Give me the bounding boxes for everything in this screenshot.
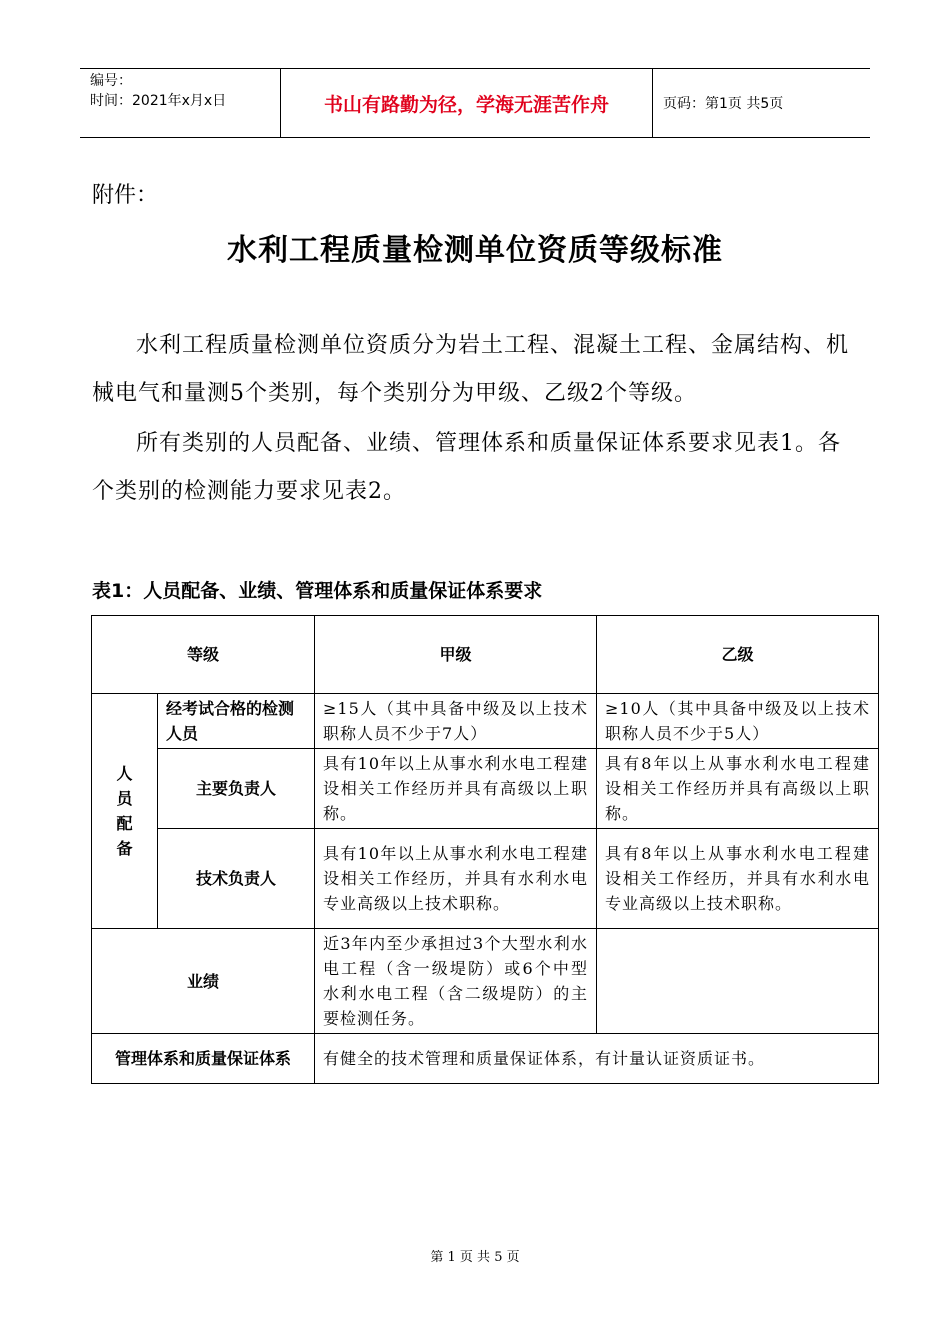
inspectors-grade-b: ≥10人（其中具备中级及以上技术职称人员不少于5人） [597,694,879,749]
inspectors-grade-a: ≥15人（其中具备中级及以上技术职称人员不少于7人） [315,694,597,749]
performance-grade-b [597,929,879,1034]
header-meta [80,69,281,137]
performance-grade-a: 近3年内至少承担过3个大型水利水电工程（含一级堤防）或6个中型水利水电工程（含二级堤防）的主要检测任务。 [315,929,597,1034]
document-title: 水利工程质量检测单位资质等级标准 [227,233,723,268]
document-header [80,68,870,138]
number-label: 编号： [90,73,132,89]
table-caption: 表1：人员配备、业绩、管理体系和质量保证体系要求 [92,580,543,602]
principal-grade-b: 具有8年以上从事水利水电工程建设相关工作经历并具有高级以上职称。 [597,749,879,829]
staffing-label-text: 人员配备 [116,764,133,858]
row-label-principal: 主要负责人 [158,749,315,829]
header-grade-b: 乙级 [597,616,879,694]
technical-grade-a: 具有10年以上从事水利水电工程建设相关工作经历，并具有水利水电专业高级以上技术职称。 [315,829,597,929]
header-grade: 等级 [92,616,315,694]
table-row [92,929,879,1034]
table-row [92,1034,879,1084]
technical-grade-b: 具有8年以上从事水利水电工程建设相关工作经历，并具有水利水电专业高级以上技术职称。 [597,829,879,929]
page-footer: 第 1 页 共 5 页 [430,1250,520,1265]
row-label-performance: 业绩 [92,929,315,1034]
table-row [92,694,879,749]
row-label-technical: 技术负责人 [158,829,315,929]
row-label-management: 管理体系和质量保证体系 [92,1034,315,1084]
principal-grade-a: 具有10年以上从事水利水电工程建设相关工作经历并具有高级以上职称。 [315,749,597,829]
header-page-info: 页码：第1页 共5页 [663,96,784,112]
table-row [92,829,879,929]
staffing-label [92,694,158,929]
reference-paragraph: 所有类别的人员配备、业绩、管理体系和质量保证体系要求见表1。各个类别的检测能力要求见表2。 [92,431,841,504]
row-label-inspectors: 经考试合格的检测人员 [158,694,315,749]
table-header-row [92,616,879,694]
table-row [92,749,879,829]
time-label: 时间：2021年x月x日 [90,93,227,109]
intro-paragraph: 水利工程质量检测单位资质分为岩土工程、混凝土工程、金属结构、机械电气和量测5个类别，每个类别分为甲级、乙级2个等级。 [92,333,850,406]
header-grade-a: 甲级 [315,616,597,694]
requirements-table [91,615,879,1084]
header-motto: 书山有路勤为径，学海无涯苦作舟 [281,69,653,137]
management-content: 有健全的技术管理和质量保证体系，有计量认证资质证书。 [315,1034,879,1084]
attachment-label: 附件： [92,183,159,208]
